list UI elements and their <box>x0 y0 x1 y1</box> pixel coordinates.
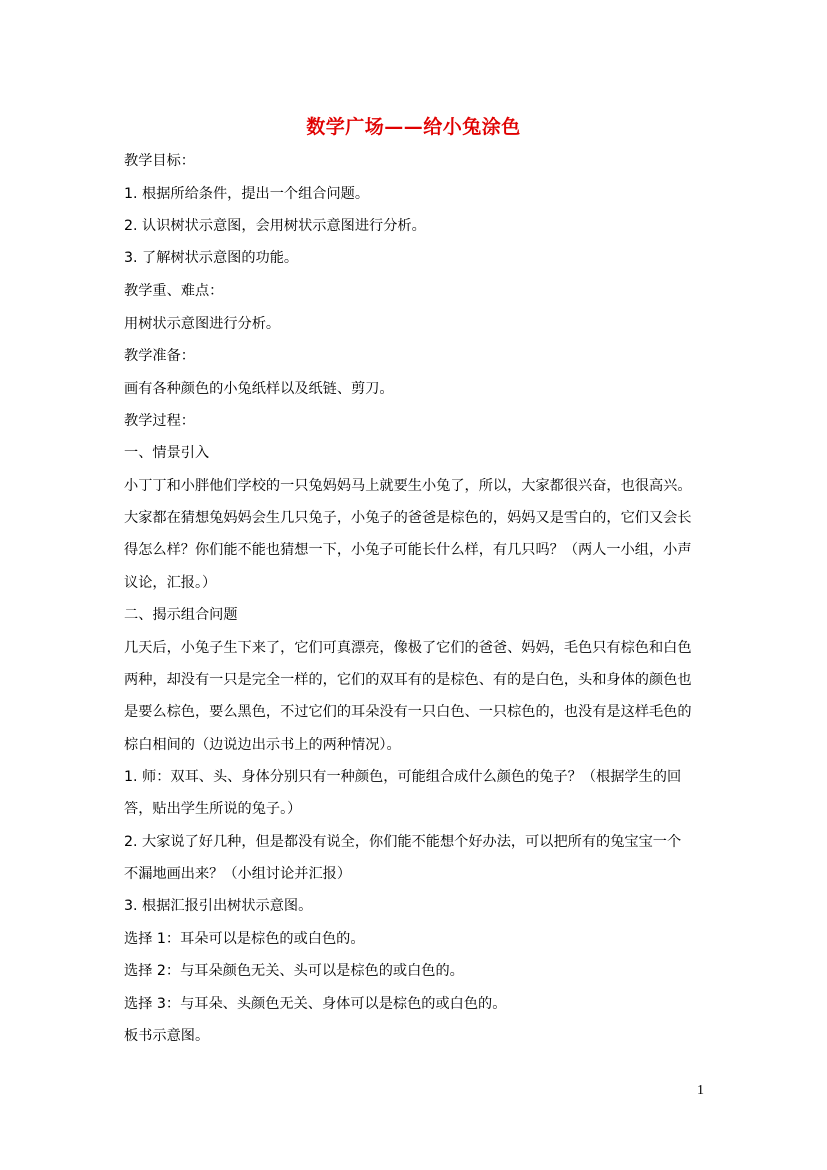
text-line: 用树状示意图进行分析。 <box>124 316 281 332</box>
text-line: 画有各种颜色的小兔纸样以及纸链、剪刀。 <box>124 381 394 397</box>
text-line: 议论，汇报。） <box>124 575 217 591</box>
text-line: 1. 师：双耳、头、身体分别只有一种颜色，可能组合成什么颜色的兔子？（根据学生的回 <box>124 769 682 785</box>
text-line: 不漏地画出来？（小组讨论并汇报） <box>124 866 352 882</box>
text-line: 答，贴出学生所说的兔子。） <box>124 801 302 817</box>
text-line: 2. 认识树状示意图，会用树状示意图进行分析。 <box>124 218 426 234</box>
text-line: 是要么棕色，要么黑色，不过它们的耳朵没有一只白色、一只棕色的，也没有是这样毛色的 <box>124 704 692 720</box>
text-line: 棕白相间的（边说边出示书上的两种情况）。 <box>124 737 401 753</box>
text-line: 几天后，小兔子生下来了，它们可真漂亮，像极了它们的爸爸、妈妈，毛色只有棕色和白色 <box>124 640 692 656</box>
text-line: 2. 大家说了好几种，但是都没有说全，你们能不能想个好办法，可以把所有的兔宝宝一个 <box>124 834 682 850</box>
text-line: 得怎么样？你们能不能也猜想一下，小兔子可能长什么样，有几只吗？（两人一小组，小声 <box>124 542 692 558</box>
text-line: 板书示意图。 <box>124 1028 210 1044</box>
text-line: 两种，却没有一只是完全一样的，它们的双耳有的是棕色、有的是白色，头和身体的颜色也 <box>124 672 692 688</box>
text-line: 1. 根据所给条件，提出一个组合问题。 <box>124 186 370 202</box>
text-line: 教学目标： <box>124 153 195 169</box>
text-line: 教学过程： <box>124 413 195 429</box>
document-title: 数学广场——给小兔涂色 <box>306 116 521 138</box>
page-number: 1 <box>697 1083 704 1098</box>
text-line: 一、情景引入 <box>124 445 210 461</box>
text-line: 选择 1：耳朵可以是棕色的或白色的。 <box>124 931 365 947</box>
text-line: 选择 3：与耳朵、头颜色无关、身体可以是棕色的或白色的。 <box>124 996 507 1012</box>
text-line: 教学准备： <box>124 348 195 364</box>
text-line: 3. 根据汇报引出树状示意图。 <box>124 898 313 914</box>
text-line: 选择 2：与耳朵颜色无关、头可以是棕色的或白色的。 <box>124 963 464 979</box>
text-line: 3. 了解树状示意图的功能。 <box>124 250 299 266</box>
text-line: 二、揭示组合问题 <box>124 607 238 623</box>
text-line: 大家都在猜想兔妈妈会生几只兔子，小兔子的爸爸是棕色的，妈妈又是雪白的，它们又会长 <box>124 510 692 526</box>
text-line: 小丁丁和小胖他们学校的一只兔妈妈马上就要生小兔了，所以，大家都很兴奋，也很高兴。 <box>124 478 692 494</box>
text-line: 教学重、难点： <box>124 283 224 299</box>
